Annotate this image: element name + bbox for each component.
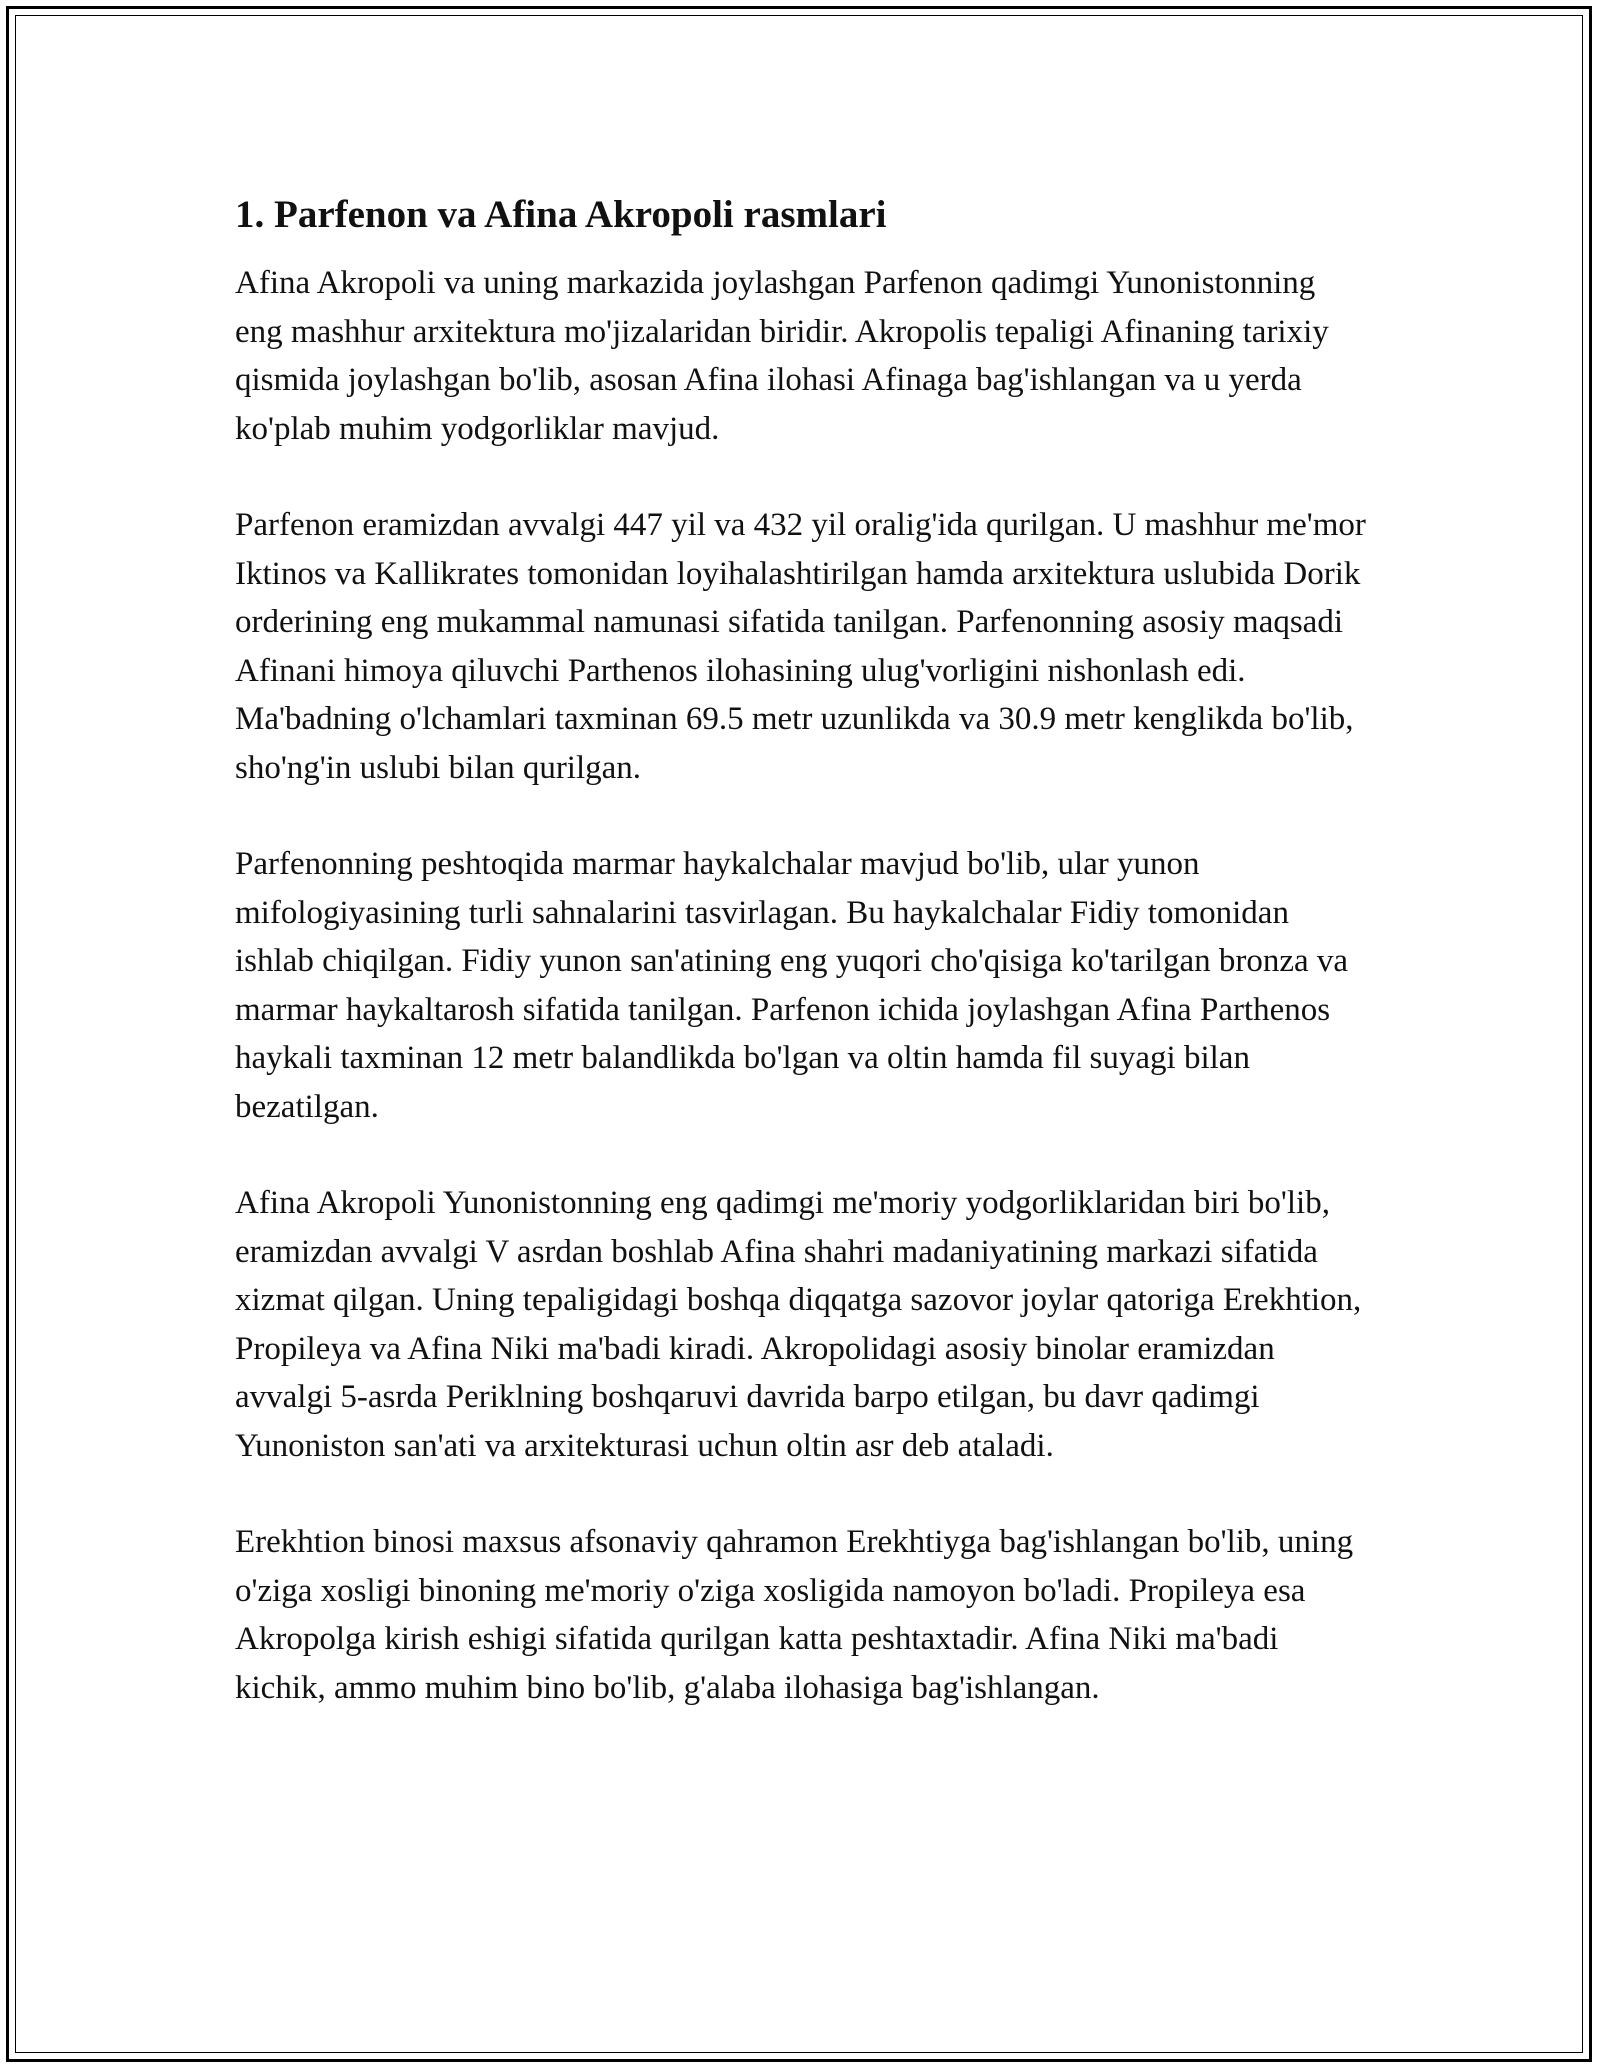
paragraph-2: Parfenon eramizdan avvalgi 447 yil va 432 yil oralig'ida qurilgan. U mashhur me'mor Iktinos va Kallikrates tomonidan loyihalashtirilgan hamda arxitektura uslubida Dorik orderining eng mukammal namunasi sifatida tanilgan. Parfenonning asosiy maqsadi Afinani himoya qiluvchi Parthenos ilohasining ulug'vorligini nishonlash edi. Ma'badning o'lchamlari taxminan 69.5 metr uzunlikda va 30.9 metr kenglikda bo'lib, sho'ng'in uslubi bilan qurilgan. bbox=[235, 507, 1366, 786]
document-title: 1. Parfenon va Afina Akropoli rasmlari bbox=[235, 193, 887, 236]
document-body bbox=[235, 185, 1370, 1760]
paragraph-3: Parfenonning peshtoqida marmar haykalchalar mavjud bo'lib, ular yunon mifologiyasining turli sahnalarini tasvirlagan. Bu haykalchalar Fidiy tomonidan ishlab chiqilgan. Fidiy yunon san'atining eng yuqori cho'qisiga ko'tarilgan bronza va marmar haykaltarosh sifatida tanilgan. Parfenon ichida joylashgan Afina Parthenos haykali taxminan 12 metr balandlikda bo'lgan va oltin hamda fil suyagi bilan bezatilgan. bbox=[235, 846, 1349, 1125]
paragraph-1: Afina Akropoli va uning markazida joylashgan Parfenon qadimgi Yunonistonning eng mashhur arxitektura mo'jizalaridan biridir. Akropolis tepaligi Afinaning tarixiy qismida joylashgan bo'lib, asosan Afina ilohasi Afinaga bag'ishlangan va u yerda ko'plab muhim yodgorliklar mavjud. bbox=[235, 265, 1329, 447]
paragraph-4: Afina Akropoli Yunonistonning eng qadimgi me'moriy yodgorliklaridan biri bo'lib, eramizdan avvalgi V asrdan boshlab Afina shahri madaniyatining markazi sifatida xizmat qilgan. Uning tepaligidagi boshqa diqqatga sazovor joylar qatoriga Erekhtion, Propileya va Afina Niki ma'badi kiradi. Akropolidagi asosiy binolar eramizdan avvalgi 5-asrda Periklning boshqaruvi davrida barpo etilgan, bu davr qadimgi Yunoniston san'ati va arxitekturasi uchun oltin asr deb ataladi. bbox=[235, 1185, 1362, 1464]
paragraph-5: Erekhtion binosi maxsus afsonaviy qahramon Erekhtiyga bag'ishlangan bo'lib, uning o'ziga xosligi binoning me'moriy o'ziga xosligida namoyon bo'ladi. Propileya esa Akropolga kirish eshigi sifatida qurilgan katta peshtaxtadir. Afina Niki ma'badi kichik, ammo muhim bino bo'lib, g'alaba ilohasiga bag'ishlangan. bbox=[235, 1524, 1354, 1706]
